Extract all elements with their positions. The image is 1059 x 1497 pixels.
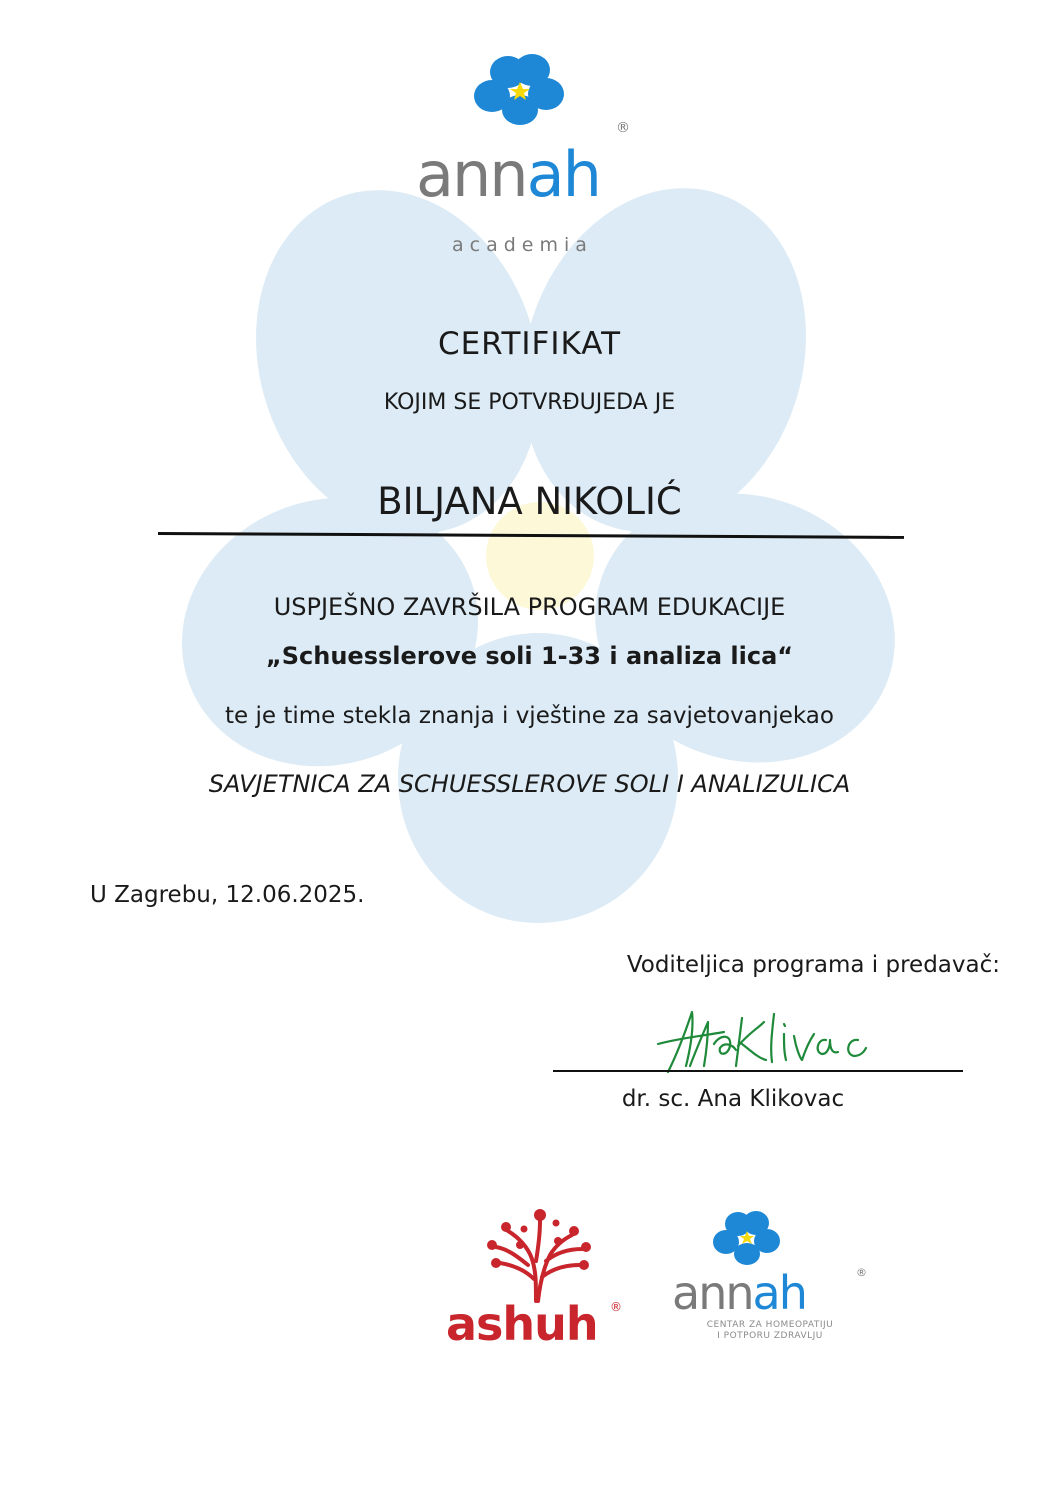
recipient-name: BILJANA NIKOLIĆ xyxy=(377,480,682,523)
registered-mark: ® xyxy=(616,120,630,136)
handwritten-signature xyxy=(650,1000,910,1080)
certificate-title: CERTIFIKAT xyxy=(437,326,622,362)
program-leader-label: Voditeljica programa i predavač: xyxy=(626,952,1000,978)
signature-line xyxy=(553,1070,963,1072)
annah-wordmark: annah xyxy=(416,138,600,211)
signatory-name: dr. sc. Ana Klikovac xyxy=(621,1086,845,1112)
tagline-line-1: CENTAR ZA HOMEOPATIJU xyxy=(706,1320,834,1330)
qualification-title: SAVJETNICA ZA SCHUESSLEROVE SOLI I ANALIZULICA xyxy=(208,770,851,798)
annah-registered-mark: ® xyxy=(856,1266,867,1279)
program-name: „Schuesslerove soli 1-33 i analiza lica“ xyxy=(265,642,794,670)
ashuh-wordmark: ashuh xyxy=(446,1297,598,1351)
place-and-date: U Zagrebu, 12.06.2025. xyxy=(90,882,365,908)
annah-academia-logo xyxy=(380,48,680,256)
tagline-line-2: I POTPORU ZDRAVLJU xyxy=(717,1331,823,1341)
completion-statement: USPJEŠNO ZAVRŠILA PROGRAM EDUKACIJE xyxy=(273,593,786,621)
tree-icon xyxy=(440,1205,640,1305)
ashuh-registered-mark: ® xyxy=(610,1300,622,1314)
annah-center-logo xyxy=(668,1210,878,1350)
annah-tagline xyxy=(690,1320,850,1342)
skills-statement: te je time stekla znanja i vještine za savjetovanjekao xyxy=(225,703,834,729)
certificate-intro: KOJIM SE POTVRĐUJEDA JE xyxy=(383,390,676,415)
forget-me-not-flower-icon xyxy=(380,48,680,148)
academia-subtitle: academia xyxy=(452,234,593,256)
annah-wordmark: annah xyxy=(672,1266,806,1320)
ashuh-logo xyxy=(440,1205,640,1351)
